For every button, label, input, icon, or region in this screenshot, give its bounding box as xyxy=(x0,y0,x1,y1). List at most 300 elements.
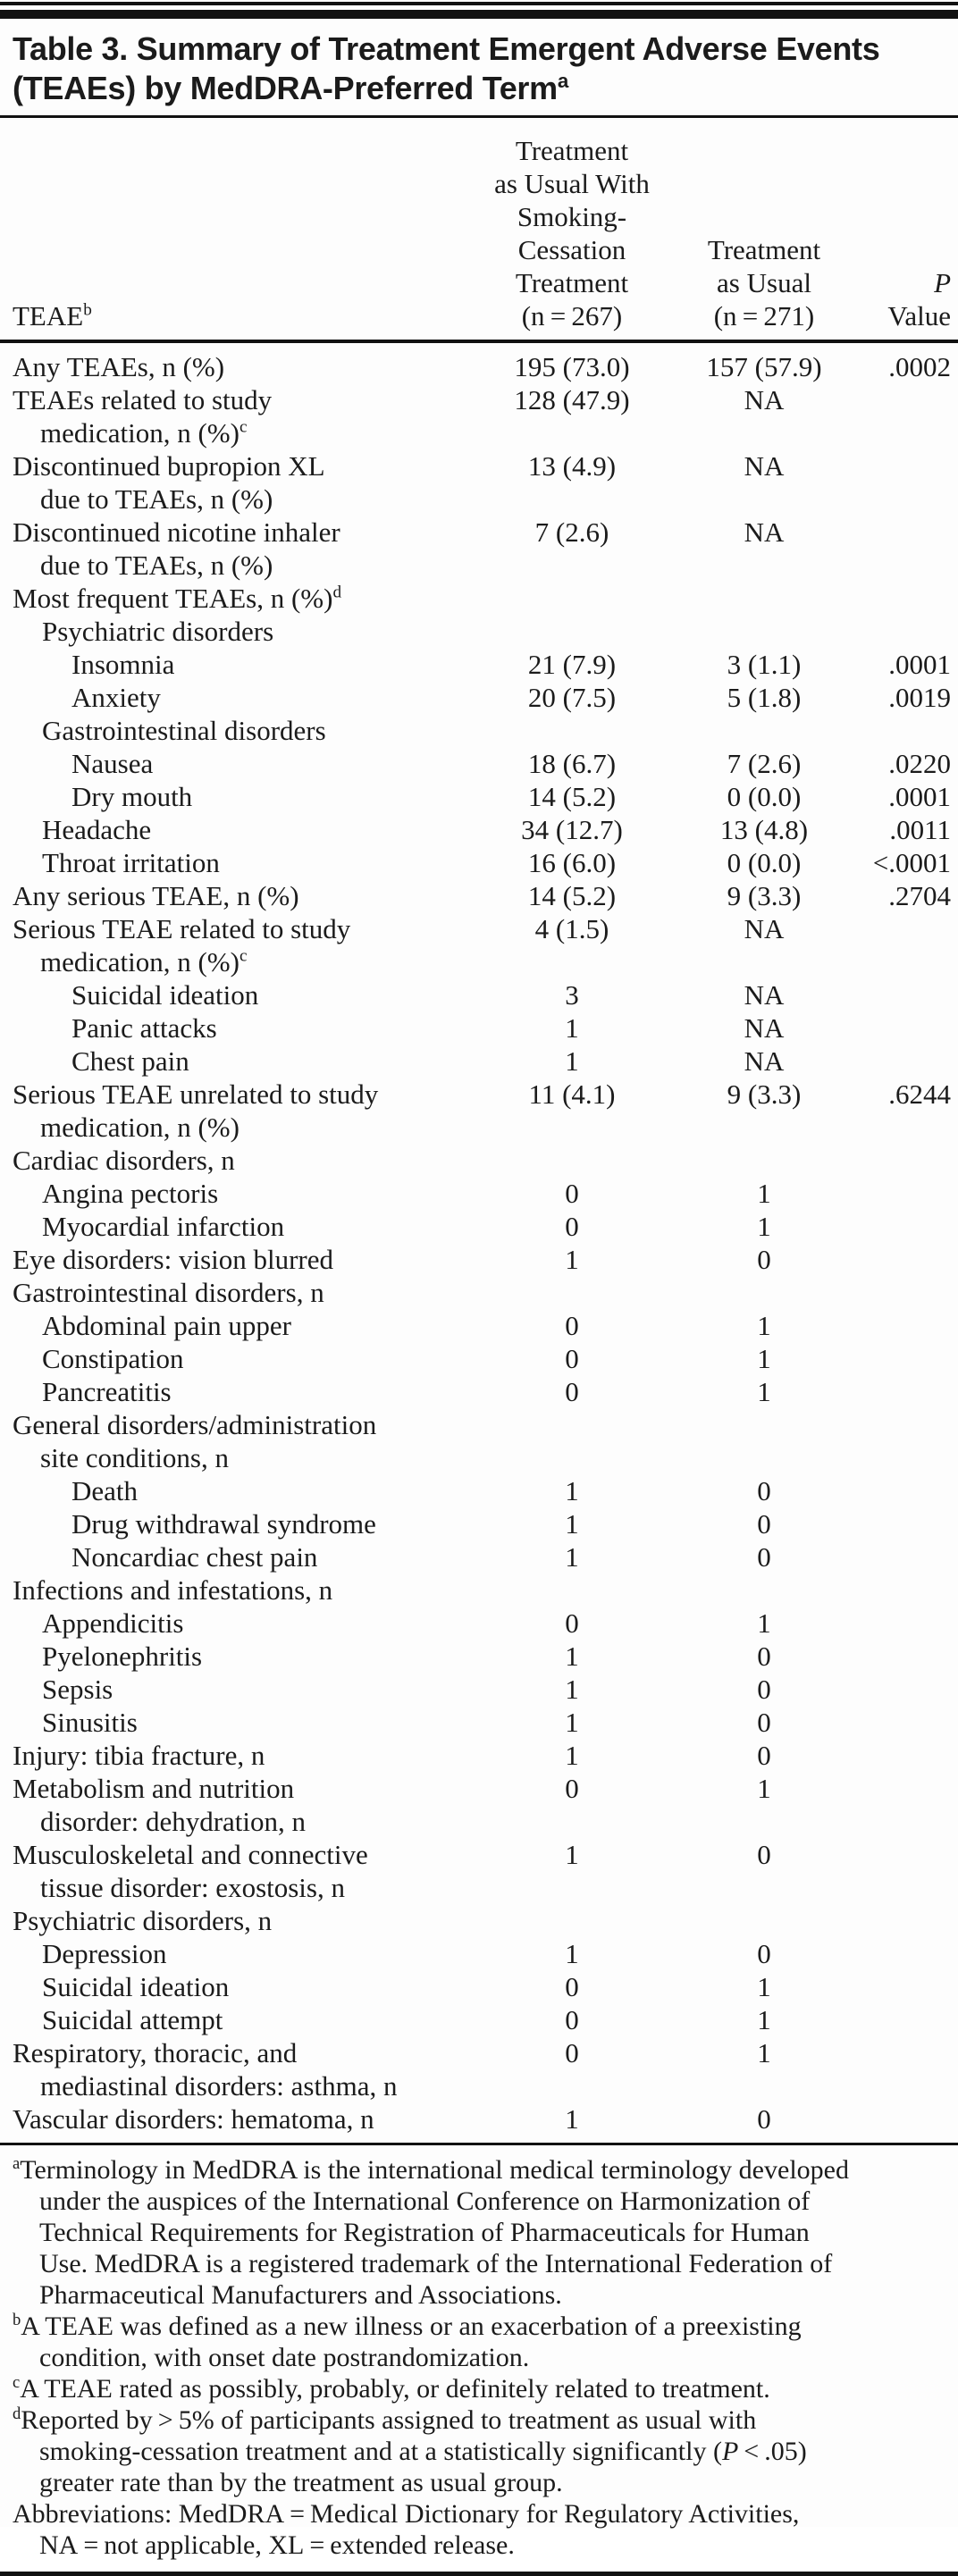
row-value-control: 0 xyxy=(757,1508,771,1540)
row-value-intervention: 1 xyxy=(565,1740,579,1771)
row-value-control: NA xyxy=(744,450,785,482)
row-label xyxy=(0,1937,483,1970)
table-row xyxy=(0,1640,958,1673)
row-label-line xyxy=(13,449,483,482)
row-pvalue xyxy=(867,2102,958,2144)
row-value-control: NA xyxy=(744,516,785,548)
col-header-intervention xyxy=(483,118,661,341)
footnote-text: Use. MedDRA is a registered trademark of the International Federation of xyxy=(39,2249,833,2278)
row-label xyxy=(0,1540,483,1573)
row-value-intervention: 11 (4.1) xyxy=(528,1078,616,1110)
row-label xyxy=(0,1904,483,1937)
footnote-text: A TEAE rated as possibly, probably, or definitely related to treatment. xyxy=(20,2374,770,2404)
row-label-line xyxy=(42,1706,483,1739)
row-label-line xyxy=(42,1937,483,1970)
table-row xyxy=(0,2003,958,2036)
row-label-text: Myocardial infarction xyxy=(42,1211,285,1242)
table-header xyxy=(0,118,958,341)
row-pvalue xyxy=(867,1309,958,1342)
row-label xyxy=(0,516,483,582)
row-label xyxy=(0,846,483,879)
row-label-text: Musculoskeletal and connective xyxy=(13,1839,368,1870)
table-row xyxy=(0,1673,958,1706)
row-value-control: 1 xyxy=(757,1211,771,1242)
footnote-line xyxy=(13,2217,951,2248)
row-pvalue xyxy=(867,1507,958,1540)
row-pvalue xyxy=(867,1673,958,1706)
footnote-line xyxy=(13,2436,951,2467)
row-label-text: Discontinued bupropion XL xyxy=(13,450,325,482)
row-value-intervention: 0 xyxy=(565,1211,579,1242)
row-value-control xyxy=(661,1276,867,1309)
row-label-line xyxy=(13,516,483,549)
row-label-line xyxy=(42,813,483,846)
table-title-line2 xyxy=(13,69,945,108)
row-value-control: 9 (3.3) xyxy=(727,880,802,911)
row-label-text: due to TEAEs, n (%) xyxy=(40,550,273,581)
table-row xyxy=(0,1078,958,1144)
row-pvalue xyxy=(867,1342,958,1375)
row-label xyxy=(0,912,483,978)
row-label-line xyxy=(13,1573,483,1607)
row-label-text: Panic attacks xyxy=(71,1012,217,1044)
row-value-control: 1 xyxy=(757,1310,771,1341)
row-value-intervention: 4 (1.5) xyxy=(534,913,609,944)
row-value-intervention: 7 (2.6) xyxy=(534,516,609,548)
row-label xyxy=(0,1144,483,1177)
row-label-text: Headache xyxy=(42,814,152,845)
top-rule-thin xyxy=(0,2,958,5)
table-row xyxy=(0,1342,958,1375)
row-label-line xyxy=(42,1342,483,1375)
footnote-text: under the auspices of the International Conference on Harmonization of xyxy=(39,2186,811,2216)
footnote-line xyxy=(13,2248,951,2279)
row-label xyxy=(0,1243,483,1276)
row-pvalue xyxy=(867,912,958,978)
footnote-line xyxy=(13,2373,951,2404)
table-title-line2-text: (TEAEs) by MedDRA-Preferred Term xyxy=(13,70,558,106)
table-row xyxy=(0,1243,958,1276)
table-title-line1: Table 3. Summary of Treatment Emergent Adverse Events xyxy=(13,30,880,67)
row-pvalue xyxy=(867,516,958,582)
row-label-line xyxy=(13,549,483,582)
row-label-text: Psychiatric disorders xyxy=(42,616,274,647)
footnote xyxy=(13,2154,951,2311)
row-label-text: Any TEAEs, n (%) xyxy=(13,351,225,382)
row-label-line xyxy=(71,1011,483,1045)
row-value-intervention xyxy=(483,1573,661,1607)
row-pvalue xyxy=(867,714,958,747)
row-value-control: 0 xyxy=(757,1674,771,1705)
row-pvalue xyxy=(867,2003,958,2036)
row-label-line xyxy=(42,2003,483,2036)
row-label-text: Pyelonephritis xyxy=(42,1640,203,1672)
table-row xyxy=(0,1573,958,1607)
row-label-line xyxy=(71,978,483,1011)
row-pvalue xyxy=(867,1474,958,1507)
row-label-text: Pancreatitis xyxy=(42,1376,172,1407)
col-header-control-line: as Usual xyxy=(717,267,811,298)
row-value-intervention: 1 xyxy=(565,1012,579,1044)
row-label xyxy=(0,648,483,681)
row-label xyxy=(0,1011,483,1045)
row-label xyxy=(0,1210,483,1243)
row-label-line xyxy=(42,1375,483,1408)
table-row xyxy=(0,1772,958,1838)
row-label xyxy=(0,1739,483,1772)
footnote-marker: d xyxy=(13,2404,21,2423)
footnote-marker: c xyxy=(13,2373,21,2392)
table-row xyxy=(0,1706,958,1739)
row-value-intervention: 20 (7.5) xyxy=(527,682,617,713)
row-value-control xyxy=(661,1573,867,1607)
row-value-control: 0 xyxy=(757,2103,771,2135)
row-label-line xyxy=(13,1838,483,1871)
row-label xyxy=(0,2036,483,2102)
row-label-text: Injury: tibia fracture, n xyxy=(13,1740,265,1771)
row-label xyxy=(0,449,483,516)
footnote-text: Terminology in MedDRA is the international medical terminology developed xyxy=(20,2155,849,2185)
row-value-intervention xyxy=(483,1144,661,1177)
footnotes xyxy=(0,2145,958,2572)
row-value-intervention: 1 xyxy=(565,1045,579,1077)
col-header-intervention-line: Smoking-Cessation xyxy=(517,201,627,265)
row-label-text: mediastinal disorders: asthma, n xyxy=(40,2070,398,2102)
footnote xyxy=(13,2498,951,2561)
row-label-line xyxy=(42,846,483,879)
table-row xyxy=(0,1309,958,1342)
col-header-control-line: Treatment xyxy=(707,234,821,265)
bottom-rule xyxy=(0,2572,958,2576)
row-pvalue: .0001 xyxy=(888,781,951,812)
row-value-control: 0 xyxy=(757,1839,771,1870)
row-value-control: 1 xyxy=(757,1376,771,1407)
row-label-line xyxy=(42,714,483,747)
row-pvalue: <.0001 xyxy=(872,847,951,878)
row-value-control: NA xyxy=(744,384,785,415)
row-value-intervention: 195 (73.0) xyxy=(514,351,630,382)
row-label-text: Most frequent TEAEs, n (%) xyxy=(13,583,333,614)
row-label-text: Appendicitis xyxy=(42,1607,184,1639)
footnote-marker: c xyxy=(239,946,248,966)
row-value-control: 0 xyxy=(757,1740,771,1771)
top-rule-thick xyxy=(0,10,958,19)
row-value-control xyxy=(661,1904,867,1937)
col-header-control xyxy=(661,118,867,341)
row-label-text: Anxiety xyxy=(71,682,161,713)
row-pvalue xyxy=(867,1210,958,1243)
row-label-line xyxy=(13,1078,483,1111)
row-value-intervention: 1 xyxy=(565,1508,579,1540)
footnote xyxy=(13,2311,951,2373)
row-label-line xyxy=(13,879,483,912)
footnote-line xyxy=(13,2498,951,2530)
row-pvalue xyxy=(867,1607,958,1640)
row-label xyxy=(0,1507,483,1540)
row-label-line xyxy=(13,1243,483,1276)
col-header-pvalue xyxy=(867,118,958,341)
footnote-text: Reported by > 5% of participants assigned to treatment as usual with xyxy=(21,2405,757,2435)
footnote-text: smoking-cessation treatment and at a statistically significantly ( xyxy=(39,2437,722,2466)
row-label-text: Vascular disorders: hematoma, n xyxy=(13,2103,374,2135)
row-value-control: 1 xyxy=(757,2037,771,2068)
row-label-text: Constipation xyxy=(42,1343,184,1374)
row-value-control: 0 xyxy=(757,1640,771,1672)
row-label-line xyxy=(13,2102,483,2135)
row-label-line xyxy=(13,1739,483,1772)
row-label-line xyxy=(13,1144,483,1177)
row-label-text: Infections and infestations, n xyxy=(13,1574,333,1606)
table-body xyxy=(0,341,958,2144)
col-header-intervention-line: Treatment xyxy=(515,267,629,298)
table-row xyxy=(0,1937,958,1970)
row-label-line xyxy=(13,383,483,416)
table-row xyxy=(0,1607,958,1640)
row-value-intervention: 0 xyxy=(565,1773,579,1804)
footnote-text: Technical Requirements for Registration of Pharmaceuticals for Human xyxy=(39,2218,810,2247)
row-label-line xyxy=(71,780,483,813)
row-label-line xyxy=(71,1507,483,1540)
table-row xyxy=(0,780,958,813)
row-value-control: 1 xyxy=(757,1971,771,2002)
row-value-intervention: 0 xyxy=(565,1376,579,1407)
row-value-control: 0 xyxy=(757,1475,771,1506)
row-pvalue: .0220 xyxy=(888,748,951,779)
row-label xyxy=(0,615,483,648)
row-value-control: 3 (1.1) xyxy=(727,649,802,680)
table-row xyxy=(0,978,958,1011)
row-value-intervention: 0 xyxy=(565,1343,579,1374)
row-value-intervention: 1 xyxy=(565,2103,579,2135)
table-row xyxy=(0,1540,958,1573)
row-label xyxy=(0,681,483,714)
row-label-text: Cardiac disorders, n xyxy=(13,1145,235,1176)
page xyxy=(0,2,958,2560)
row-label-line xyxy=(42,1607,483,1640)
table-row xyxy=(0,813,958,846)
row-label-text: Throat irritation xyxy=(42,847,220,878)
row-label-text: Depression xyxy=(42,1938,167,1969)
row-label xyxy=(0,1276,483,1309)
row-value-intervention: 1 xyxy=(565,1839,579,1870)
col-header-control-line: (n = 271) xyxy=(713,300,815,331)
table-row xyxy=(0,1904,958,1937)
table-row xyxy=(0,912,958,978)
table-row xyxy=(0,648,958,681)
footnote-text: A TEAE was defined as a new illness or an exacerbation of a preexisting xyxy=(21,2312,802,2341)
row-label xyxy=(0,780,483,813)
row-value-intervention: 0 xyxy=(565,1971,579,2002)
col-header-pvalue-text: Value xyxy=(887,300,951,331)
row-label-line xyxy=(71,648,483,681)
row-label-text: Sinusitis xyxy=(42,1707,138,1738)
row-pvalue: .6244 xyxy=(888,1078,951,1110)
col-header-intervention-line: (n = 267) xyxy=(521,300,623,331)
row-label-text: Sepsis xyxy=(42,1674,113,1705)
row-value-intervention: 16 (6.0) xyxy=(527,847,617,878)
row-pvalue: .0001 xyxy=(888,649,951,680)
row-label-line xyxy=(42,615,483,648)
table-row xyxy=(0,383,958,449)
table-row xyxy=(0,846,958,879)
row-label-text: tissue disorder: exostosis, n xyxy=(40,1872,345,1903)
row-pvalue xyxy=(867,1408,958,1474)
row-label-line xyxy=(71,1045,483,1078)
row-label-text: Abdominal pain upper xyxy=(42,1310,291,1341)
footnote-text: < .05) xyxy=(738,2437,807,2466)
row-label xyxy=(0,582,483,615)
row-label-line xyxy=(42,1177,483,1210)
table-title xyxy=(0,19,958,115)
row-label-text: Psychiatric disorders, n xyxy=(13,1905,273,1936)
col-header-teae xyxy=(0,118,483,341)
row-label-line xyxy=(13,1441,483,1474)
table-row xyxy=(0,1177,958,1210)
row-value-intervention: 3 xyxy=(565,979,579,1011)
row-label-line xyxy=(42,1970,483,2003)
row-value-control xyxy=(661,714,867,747)
row-value-intervention: 0 xyxy=(565,1607,579,1639)
row-value-intervention: 13 (4.9) xyxy=(527,450,617,482)
row-pvalue xyxy=(867,1573,958,1607)
col-header-intervention-line: as Usual With xyxy=(494,168,650,199)
row-label-text: Gastrointestinal disorders xyxy=(42,715,326,746)
row-value-intervention xyxy=(483,1904,661,1937)
row-label-text: medication, n (%) xyxy=(40,1112,240,1143)
row-label-text: Serious TEAE related to study xyxy=(13,913,351,944)
row-label-text: disorder: dehydration, n xyxy=(40,1806,307,1837)
row-label-text: Insomnia xyxy=(71,649,175,680)
row-label-text: Suicidal attempt xyxy=(42,2004,223,2035)
table-row xyxy=(0,1375,958,1408)
table-row xyxy=(0,1970,958,2003)
row-value-intervention xyxy=(483,1276,661,1309)
row-label xyxy=(0,1177,483,1210)
row-pvalue xyxy=(867,1243,958,1276)
row-label-line xyxy=(13,945,483,978)
footnote-line xyxy=(13,2467,951,2498)
row-value-intervention: 1 xyxy=(565,1475,579,1506)
row-pvalue xyxy=(867,1838,958,1904)
row-pvalue xyxy=(867,1706,958,1739)
footnote-marker: a xyxy=(13,2154,21,2173)
row-label xyxy=(0,2003,483,2036)
row-label xyxy=(0,1573,483,1607)
row-value-control: 1 xyxy=(757,1178,771,1209)
row-value-intervention: 1 xyxy=(565,1640,579,1672)
row-label xyxy=(0,1673,483,1706)
row-label-text: Any serious TEAE, n (%) xyxy=(13,880,299,911)
row-label xyxy=(0,1706,483,1739)
row-label-text: TEAEs related to study xyxy=(13,384,273,415)
footnote-marker: b xyxy=(13,2311,21,2329)
row-value-control: 5 (1.8) xyxy=(727,682,802,713)
row-value-intervention xyxy=(483,615,661,648)
table-row xyxy=(0,1474,958,1507)
row-value-intervention xyxy=(483,1408,661,1474)
row-label xyxy=(0,1838,483,1904)
row-label xyxy=(0,1045,483,1078)
footnote-marker: a xyxy=(557,70,568,92)
row-label xyxy=(0,2102,483,2144)
row-label-text: Gastrointestinal disorders, n xyxy=(13,1277,324,1308)
row-label xyxy=(0,1970,483,2003)
row-label-text: Angina pectoris xyxy=(42,1178,219,1209)
footnote-line xyxy=(13,2404,951,2436)
table-row xyxy=(0,1144,958,1177)
row-pvalue xyxy=(867,1937,958,1970)
row-label-line xyxy=(13,482,483,516)
row-label-line xyxy=(13,2069,483,2102)
table-row xyxy=(0,1210,958,1243)
table-row xyxy=(0,516,958,582)
row-value-intervention: 1 xyxy=(565,1674,579,1705)
footnote-text: greater rate than by the treatment as usual group. xyxy=(39,2468,563,2497)
footnote-marker: d xyxy=(332,583,342,602)
row-pvalue xyxy=(867,1011,958,1045)
row-label xyxy=(0,1078,483,1144)
row-value-control: 1 xyxy=(757,1343,771,1374)
row-pvalue xyxy=(867,978,958,1011)
row-label xyxy=(0,383,483,449)
row-label-text: General disorders/administration xyxy=(13,1409,377,1440)
footnote-text: P xyxy=(721,2437,739,2466)
col-header-pvalue-p: P xyxy=(934,267,951,298)
row-value-control: 0 xyxy=(757,1244,771,1275)
row-label-line xyxy=(13,1772,483,1805)
col-header-teae-text: TEAE xyxy=(13,300,84,331)
row-pvalue: .2704 xyxy=(888,880,951,911)
row-label-line xyxy=(42,1210,483,1243)
row-value-control xyxy=(661,1408,867,1474)
footnote-marker: c xyxy=(239,417,248,437)
row-value-control xyxy=(661,615,867,648)
row-value-control xyxy=(661,1144,867,1177)
table-row xyxy=(0,449,958,516)
row-pvalue xyxy=(867,1540,958,1573)
footnote-line xyxy=(13,2279,951,2311)
row-pvalue xyxy=(867,582,958,615)
row-label xyxy=(0,1342,483,1375)
row-value-control: 0 xyxy=(757,1707,771,1738)
row-value-control: 13 (4.8) xyxy=(719,814,809,845)
row-label-line xyxy=(13,416,483,449)
row-value-intervention: 14 (5.2) xyxy=(527,880,617,911)
row-label-line xyxy=(71,1474,483,1507)
row-label xyxy=(0,879,483,912)
row-label xyxy=(0,1309,483,1342)
row-value-control: 7 (2.6) xyxy=(727,748,802,779)
row-label-text: medication, n (%) xyxy=(40,417,240,449)
row-value-control: 1 xyxy=(757,2004,771,2035)
row-value-control: 0 (0.0) xyxy=(727,847,802,878)
row-label-line xyxy=(13,1871,483,1904)
footnote-line xyxy=(13,2186,951,2217)
row-value-intervention: 0 xyxy=(565,1178,579,1209)
row-value-intervention xyxy=(483,714,661,747)
table-row xyxy=(0,1011,958,1045)
row-label-text: Suicidal ideation xyxy=(42,1971,230,2002)
row-label-text: Eye disorders: vision blurred xyxy=(13,1244,334,1275)
row-label-text: Dry mouth xyxy=(71,781,193,812)
row-pvalue: .0002 xyxy=(888,351,951,382)
footnote-line xyxy=(13,2154,951,2186)
row-value-intervention: 34 (12.7) xyxy=(521,814,623,845)
row-value-control: 0 (0.0) xyxy=(727,781,802,812)
row-pvalue xyxy=(867,1276,958,1309)
row-label-line xyxy=(13,2036,483,2069)
header-row xyxy=(0,118,958,341)
